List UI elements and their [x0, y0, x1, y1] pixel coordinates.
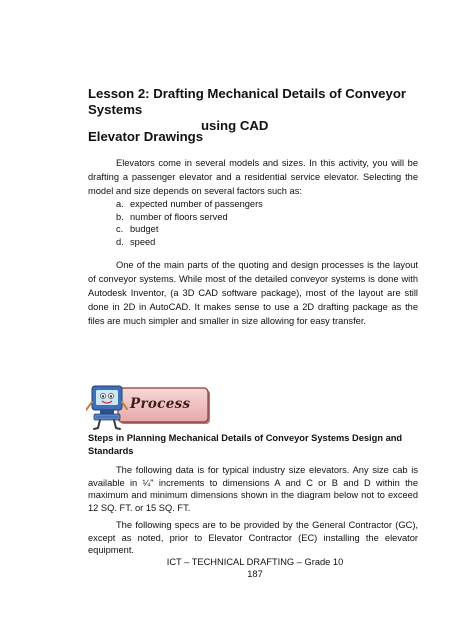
intro-paragraph-text: Elevators come in several models and sizes. In this activity, you will be drafting a passenger elevator and a residential service elevator. Selecting the model and size depends on several factors such as: [88, 158, 418, 196]
specs-paragraph [88, 519, 418, 557]
specs-paragraph-text: The following specs are to be provided by the General Contractor (GC), except as noted, prior to Elevator Contractor (EC) installing the elevator equipment. [88, 520, 418, 555]
list-item-text: speed [130, 236, 156, 247]
lesson-title-line2: using CAD [201, 118, 269, 133]
process-badge-label: Process [130, 396, 191, 412]
list-marker: b. [116, 211, 124, 222]
computer-mascot-icon [86, 386, 127, 429]
layout-paragraph [88, 258, 418, 328]
list-item-text: number of floors served [130, 211, 228, 222]
lesson-title [88, 86, 428, 134]
factors-list [116, 198, 263, 248]
list-item-text: expected number of passengers [130, 199, 263, 209]
layout-paragraph-text: One of the main parts of the quoting and design processes is the layout of conveyor systems. While most of the detailed conveyor systems is done with Autodesk Inventor, (a 3D CAD software package), most of the layout are still done in 2D in AutoCAD. It makes sense to use a 2D drafting package as the files are much simpler and smaller in size allowing for easy transfer. [88, 260, 418, 326]
footer-course: ICT – TECHNICAL DRAFTING – Grade 10 [166, 557, 344, 567]
page-footer [160, 557, 350, 580]
sizes-paragraph-text: The following data is for typical industry size elevators. Any size cab is available in ¼" increments to dimensions A and C or B and D within the maximum and minimum dimensions shown in the diagram below not to exceed 12 SQ. FT. or 15 SQ. FT. [88, 465, 418, 513]
list-marker: d. [116, 236, 124, 247]
steps-heading: Steps in Planning Mechanical Details of Conveyor Systems Design and Standards [88, 433, 403, 456]
intro-paragraph [88, 156, 418, 198]
lesson-title-line1: Lesson 2: Drafting Mechanical Details of Conveyor Systems [88, 86, 407, 117]
page-number: 187 [247, 568, 263, 579]
list-item-text: budget [130, 224, 159, 234]
list-marker: a. [116, 199, 124, 209]
list-item [116, 223, 263, 236]
sizes-paragraph [88, 464, 418, 514]
list-item [116, 211, 263, 224]
section-heading: Elevator Drawings [88, 129, 204, 144]
process-badge [86, 382, 214, 432]
list-item [116, 236, 263, 249]
list-item [116, 198, 263, 211]
list-marker: c. [116, 224, 124, 234]
